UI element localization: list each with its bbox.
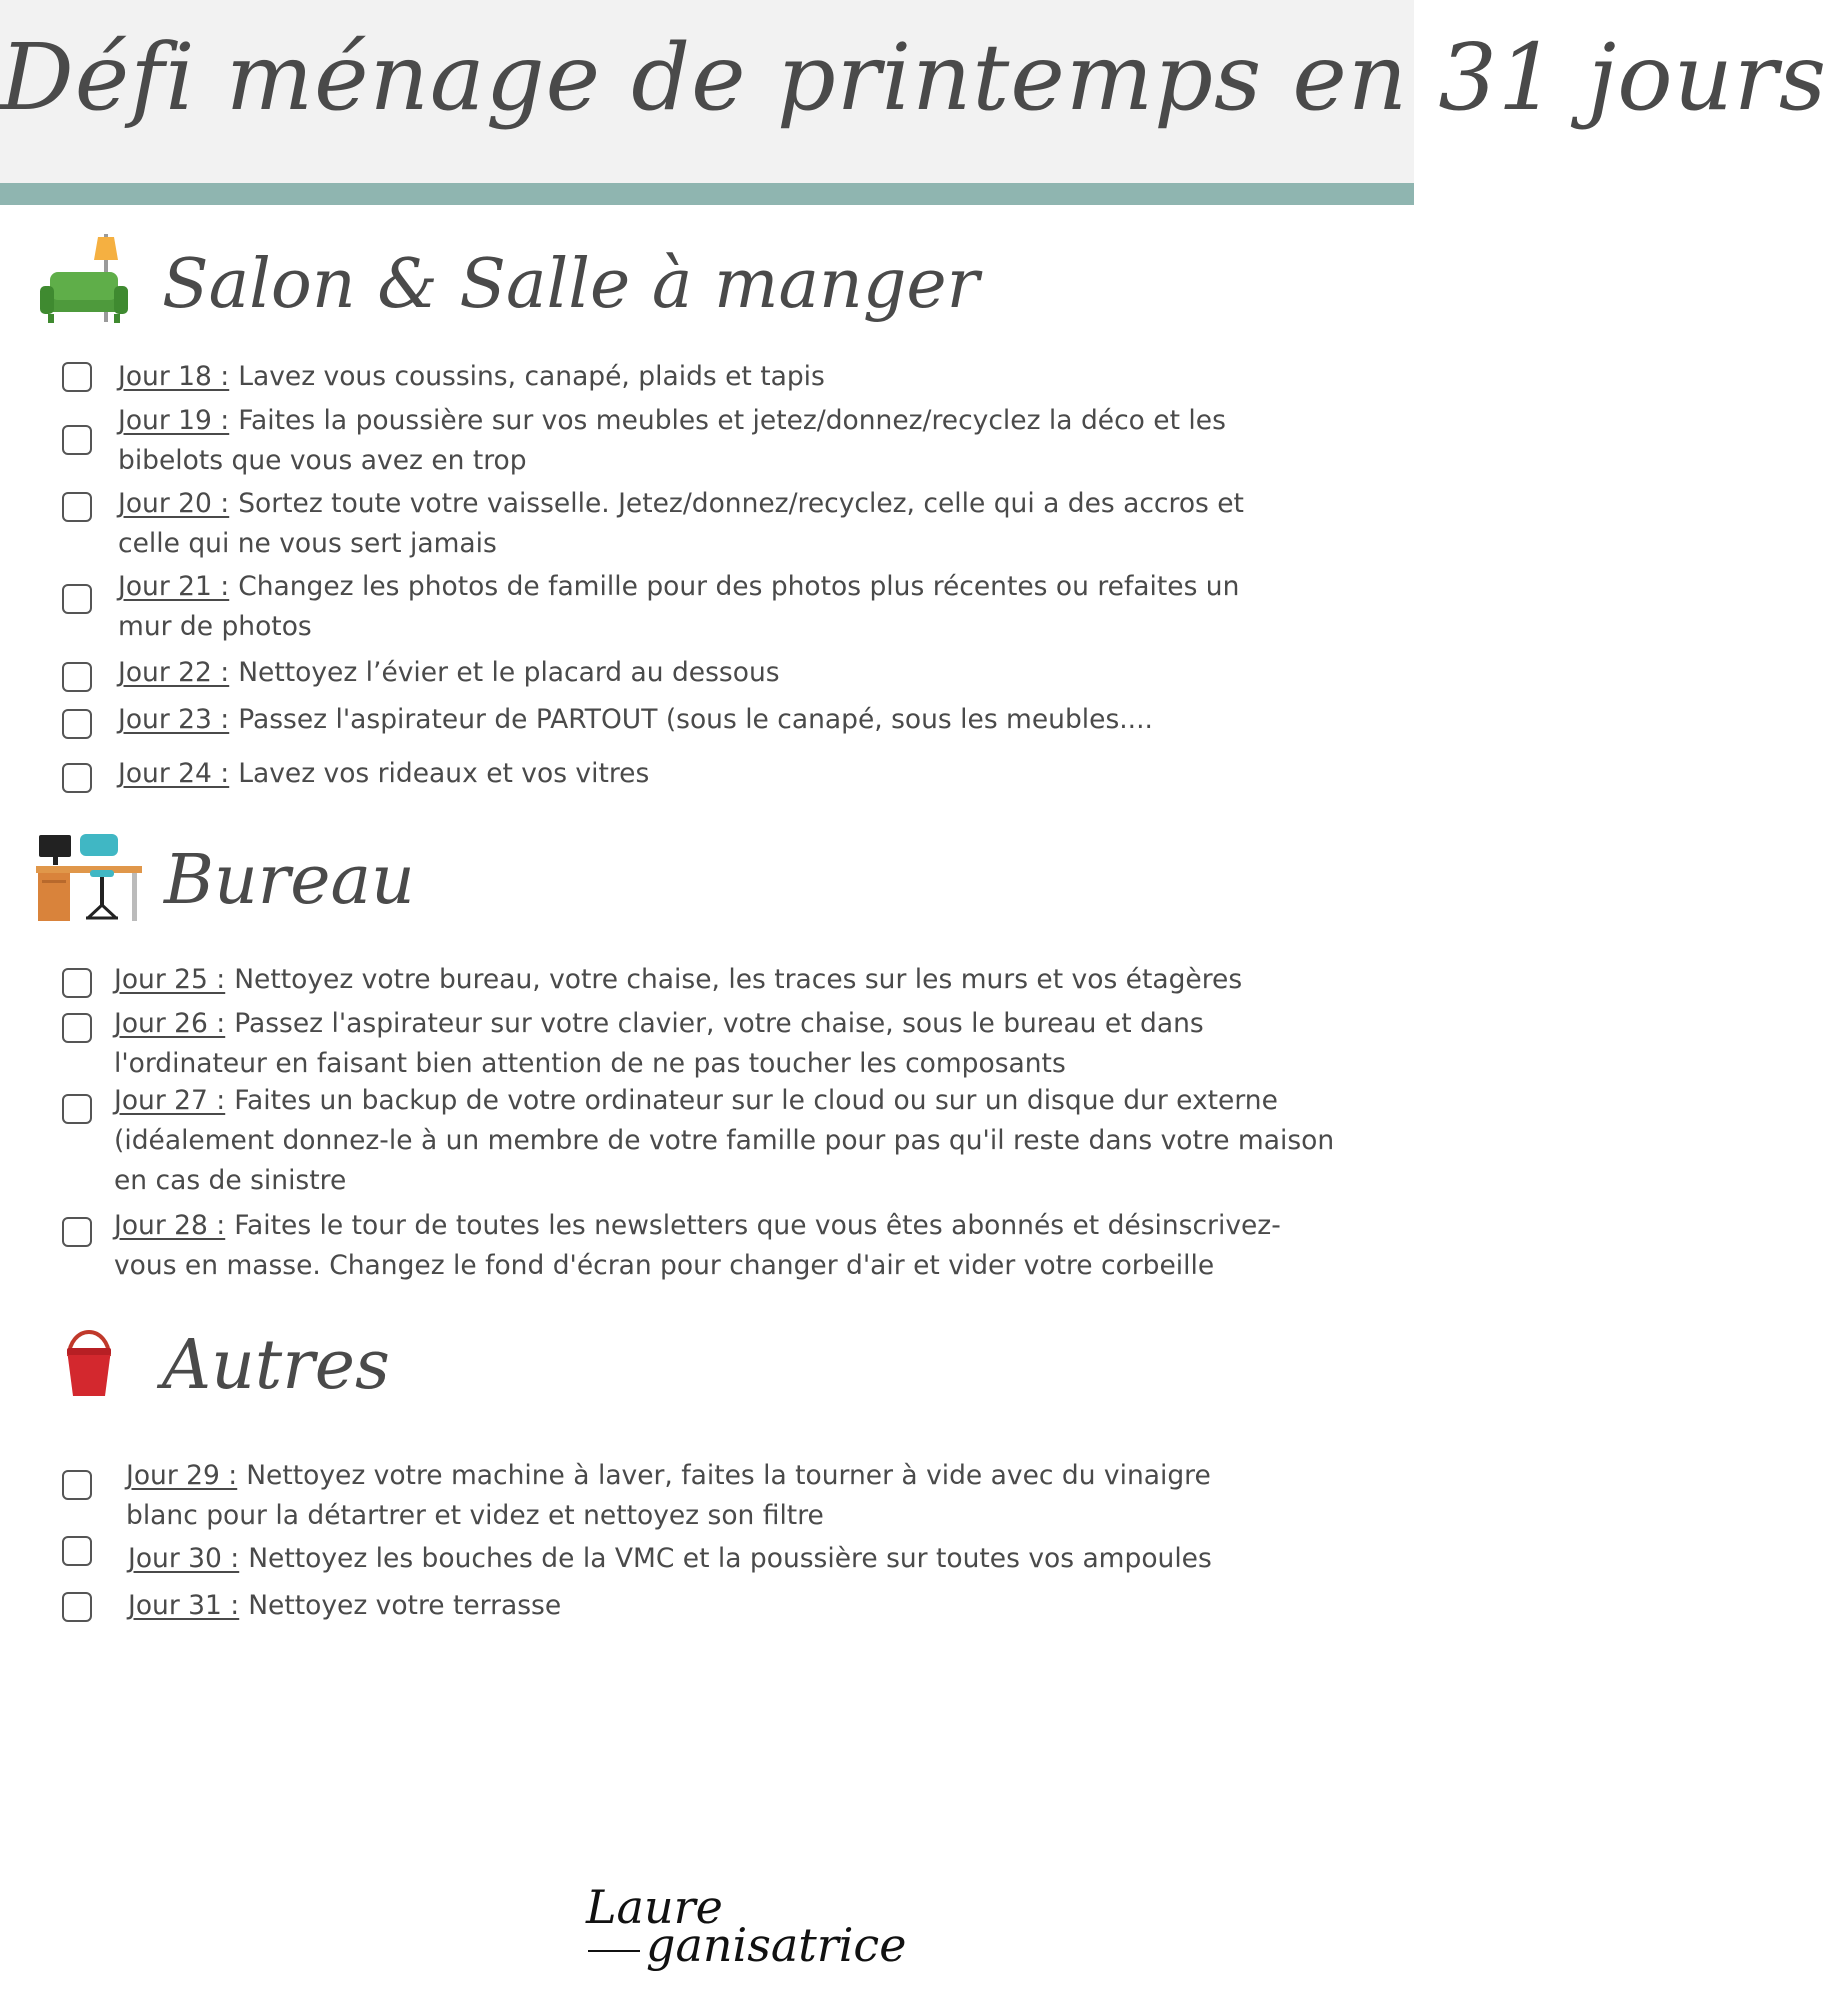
- task-day-label: Jour 21 :: [118, 571, 230, 602]
- section-title-autres: Autres: [162, 1326, 390, 1405]
- task-day-30: [62, 1539, 1318, 1579]
- section-autres-header: [64, 1326, 390, 1405]
- task-day-label: Jour 24 :: [118, 758, 230, 789]
- task-description: Sortez toute votre vaisselle. Jetez/donnez/recyclez, celle qui a des accros et celle qui ne vous sert jamais: [118, 488, 1244, 559]
- task-checkbox[interactable]: [62, 763, 92, 793]
- task-day-27: [62, 1081, 1354, 1201]
- task-checkbox[interactable]: [62, 362, 92, 392]
- task-day-label: Jour 25 :: [114, 964, 226, 995]
- task-day-19: [62, 401, 1278, 481]
- task-day-23: [62, 700, 1308, 740]
- task-description: Nettoyez votre bureau, votre chaise, les traces sur les murs et vos étagères: [234, 964, 1243, 995]
- task-day-21: [62, 567, 1268, 647]
- task-day-26: [62, 1004, 1264, 1084]
- task-day-20: [62, 484, 1268, 564]
- task-description: Faites la poussière sur vos meubles et jetez/donnez/recyclez la déco et les bibelots que vous avez en trop: [118, 405, 1226, 476]
- task-description: Nettoyez votre terrasse: [248, 1590, 562, 1621]
- task-day-label: Jour 27 :: [114, 1085, 226, 1116]
- task-day-29: [62, 1456, 1276, 1536]
- task-day-label: Jour 26 :: [114, 1008, 226, 1039]
- task-day-label: Jour 28 :: [114, 1210, 226, 1241]
- task-checkbox[interactable]: [62, 662, 92, 692]
- task-day-25: [62, 960, 1314, 1000]
- section-title-salon: Salon & Salle à manger: [162, 244, 980, 324]
- task-description: Lavez vos rideaux et vos vitres: [238, 758, 650, 789]
- task-checkbox[interactable]: [62, 425, 92, 455]
- task-checkbox[interactable]: [62, 1013, 92, 1043]
- task-checkbox[interactable]: [62, 968, 92, 998]
- task-day-label: Jour 29 :: [126, 1460, 238, 1491]
- task-day-label: Jour 30 :: [128, 1543, 240, 1574]
- task-day-label: Jour 31 :: [128, 1590, 240, 1621]
- task-description: Faites le tour de toutes les newsletters que vous êtes abonnés et désinscrivez-vous en masse. Changez le fond d'écran pour changer d'air et vider votre corbeille: [114, 1210, 1281, 1281]
- task-description: Nettoyez les bouches de la VMC et la poussière sur toutes vos ampoules: [248, 1543, 1212, 1574]
- task-day-label: Jour 22 :: [118, 657, 230, 688]
- task-description: Changez les photos de famille pour des photos plus récentes ou refaites un mur de photos: [118, 571, 1240, 642]
- task-day-28: [62, 1206, 1304, 1286]
- logo-line-2: ganisatrice: [646, 1918, 907, 1972]
- task-description: Lavez vous coussins, canapé, plaids et tapis: [238, 361, 825, 392]
- task-day-31: [62, 1586, 1318, 1626]
- task-day-24: [62, 754, 1308, 794]
- task-day-label: Jour 20 :: [118, 488, 230, 519]
- task-day-label: Jour 23 :: [118, 704, 230, 735]
- task-checkbox[interactable]: [62, 709, 92, 739]
- page-title: Défi ménage de printemps en 31 jours: [0, 24, 1827, 131]
- task-description: Passez l'aspirateur sur votre clavier, votre chaise, sous le bureau et dans l'ordinateur en faisant bien attention de ne pas toucher les composants: [114, 1008, 1204, 1079]
- section-title-bureau: Bureau: [164, 840, 415, 920]
- section-salon-header: [40, 232, 979, 336]
- bucket-icon: [64, 1328, 114, 1404]
- task-day-label: Jour 18 :: [118, 361, 230, 392]
- section-bureau-header: [36, 832, 415, 928]
- task-description: Faites un backup de votre ordinateur sur le cloud ou sur un disque dur externe (idéalement donnez-le à un membre de votre famille pour pas qu'il reste dans votre maison en cas de sinistre: [114, 1085, 1335, 1196]
- task-day-22: [62, 653, 1308, 693]
- task-day-label: Jour 19 :: [118, 405, 230, 436]
- header-divider: [0, 183, 1414, 205]
- office-desk-icon: [36, 832, 142, 928]
- task-checkbox[interactable]: [62, 1094, 92, 1124]
- task-checkbox[interactable]: [62, 1470, 92, 1500]
- task-checkbox[interactable]: [62, 1217, 92, 1247]
- brand-logo: [584, 1880, 907, 1980]
- task-checkbox[interactable]: [62, 584, 92, 614]
- task-day-18: [62, 357, 1308, 397]
- task-checkbox[interactable]: [62, 492, 92, 522]
- sofa-lamp-icon: [40, 232, 140, 336]
- task-checkbox[interactable]: [62, 1592, 92, 1622]
- task-description: Nettoyez l’évier et le placard au dessous: [238, 657, 780, 688]
- task-description: Passez l'aspirateur de PARTOUT (sous le canapé, sous les meubles....: [238, 704, 1153, 735]
- task-checkbox[interactable]: [62, 1536, 92, 1566]
- task-description: Nettoyez votre machine à laver, faites la tourner à vide avec du vinaigre blanc pour la détartrer et videz et nettoyez son filtre: [126, 1460, 1211, 1531]
- logo-divider: [588, 1950, 640, 1952]
- logo-line-1: Laure: [586, 1880, 723, 1934]
